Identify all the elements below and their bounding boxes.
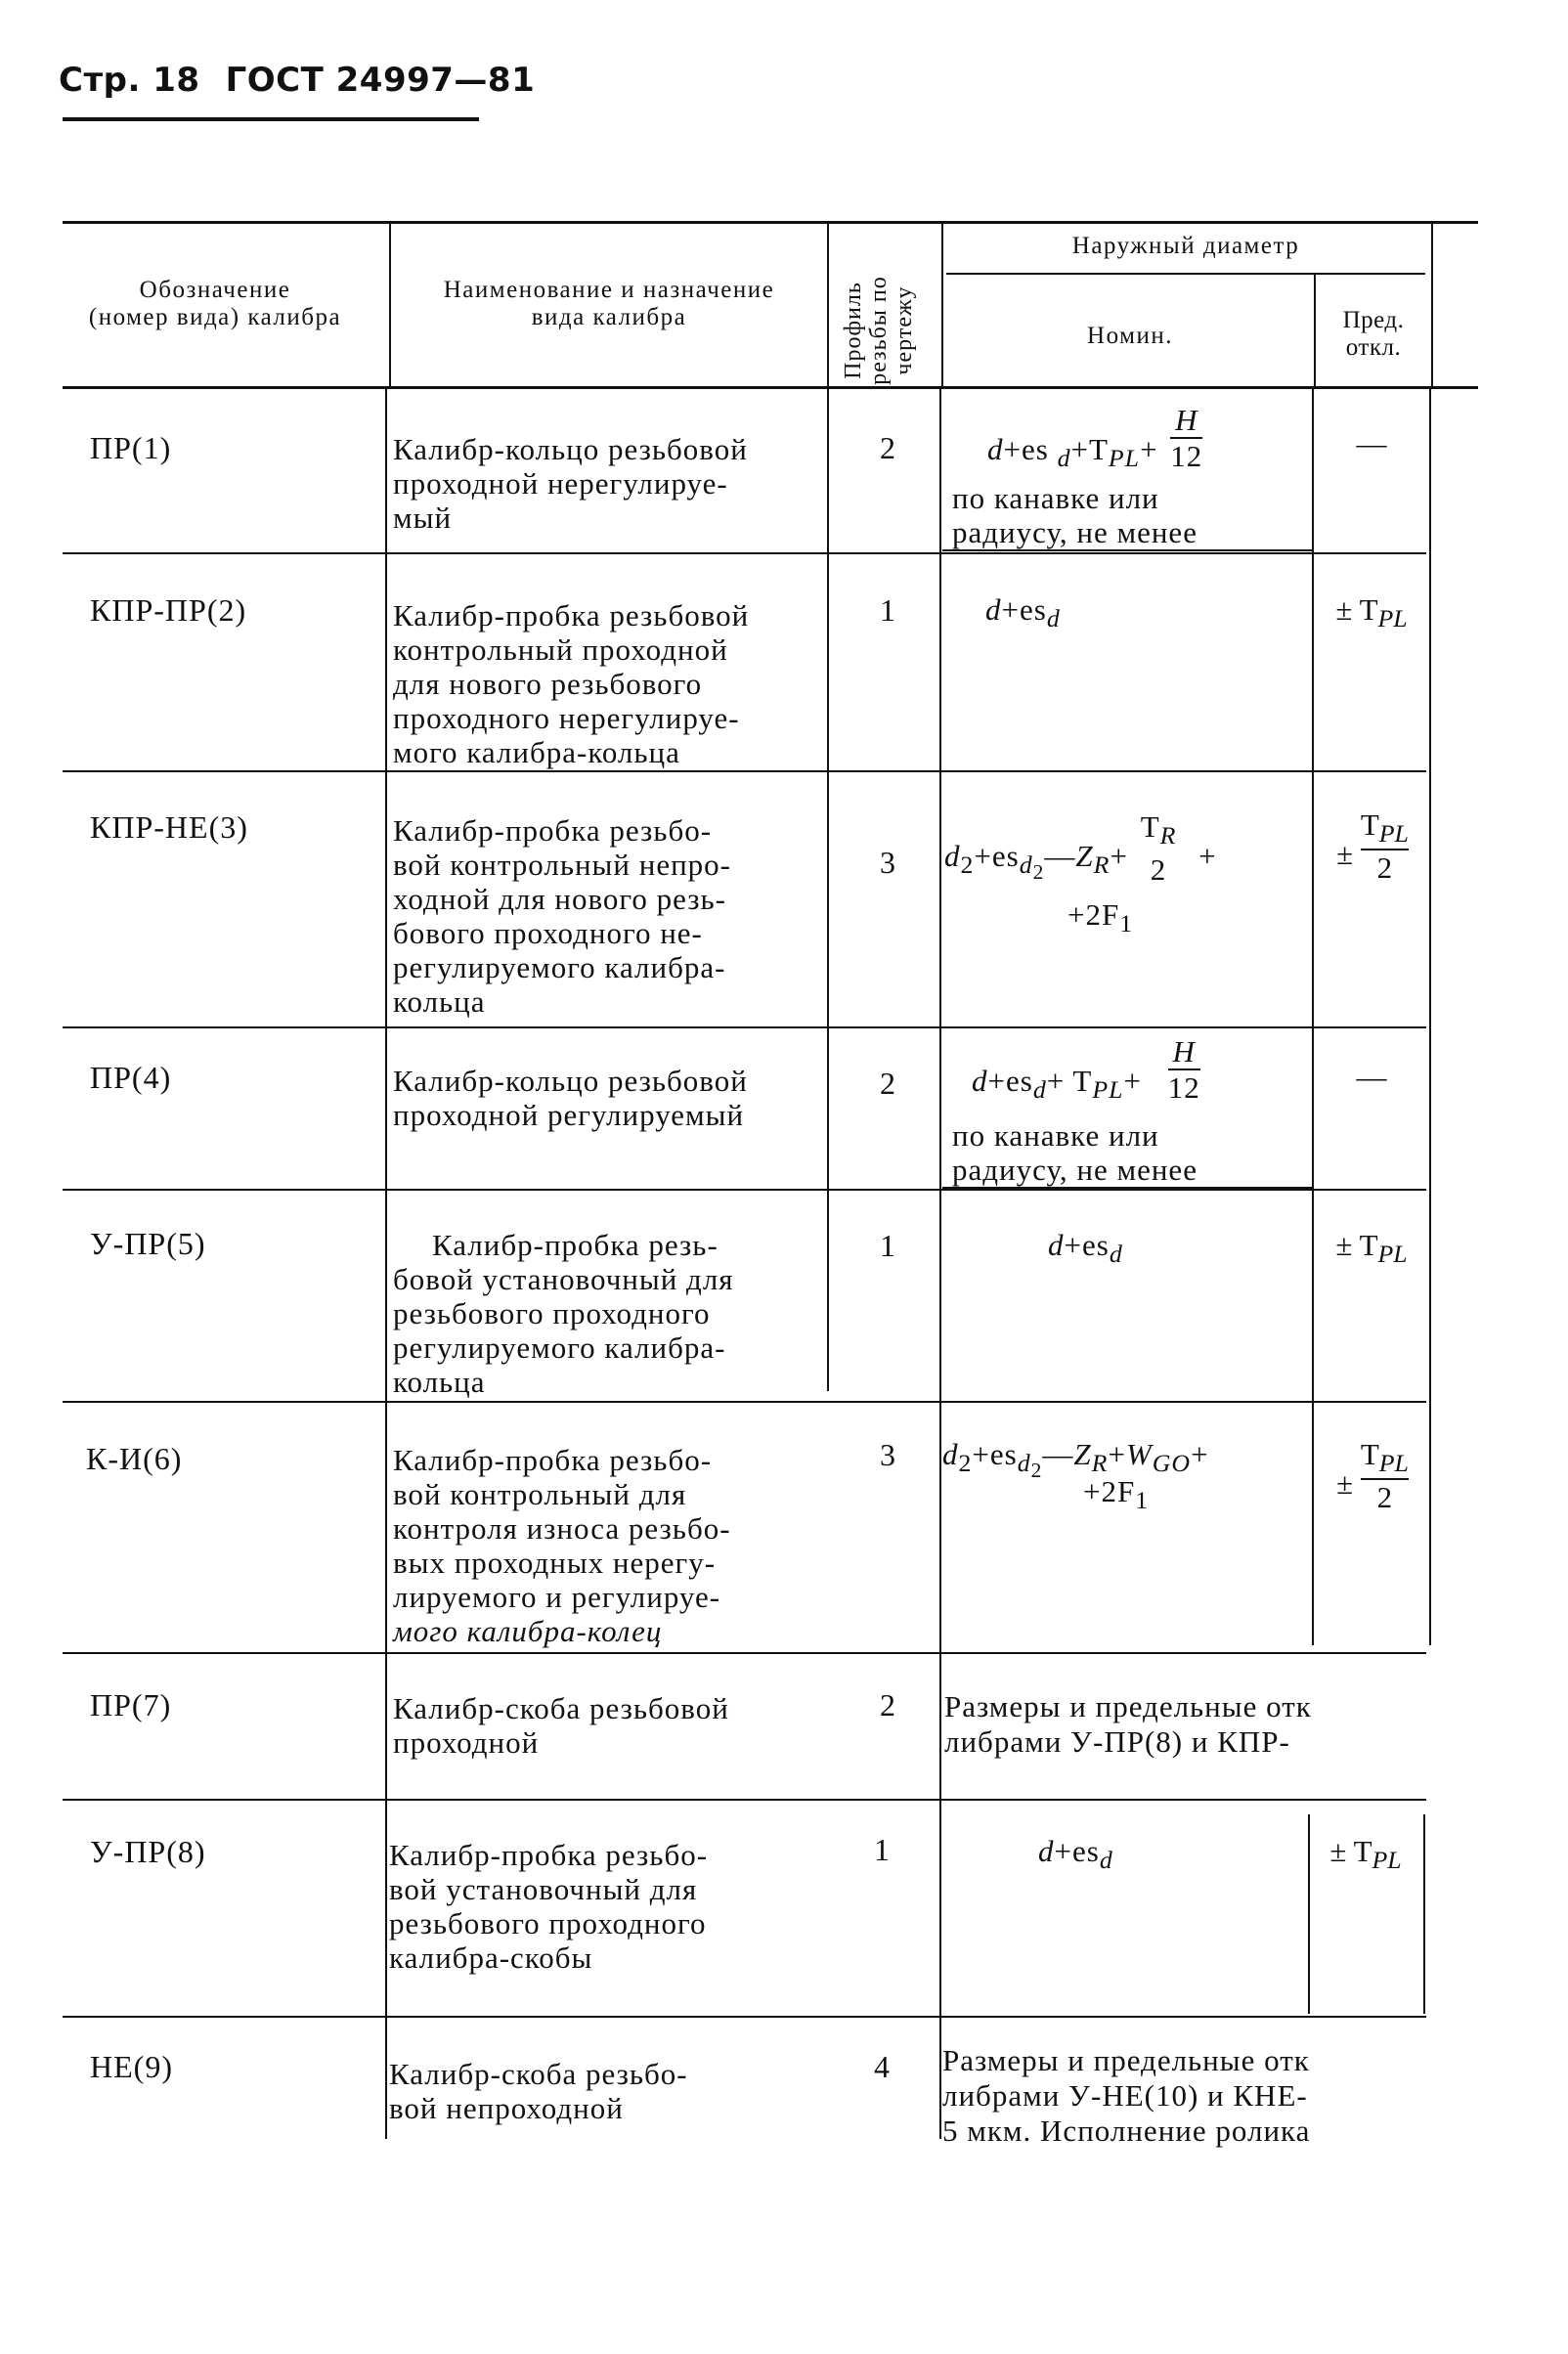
- deviation-cell: ± $T_{PL}$: [1329, 1834, 1402, 1875]
- col-line-5: [1431, 223, 1433, 387]
- designation-cell: КПР-ПР(2): [90, 592, 247, 628]
- col-line-1: [389, 223, 391, 387]
- profile-cell: 1: [880, 1228, 895, 1263]
- nominal-formula: $d_2+es_{d_2}—Z_R+W_{GO}+$: [942, 1437, 1209, 1483]
- body-line-4: [1312, 389, 1314, 1645]
- row-rule-2: [63, 770, 1426, 772]
- deviation-cell: ± $T_{PL}$ 2: [1336, 1437, 1409, 1515]
- table-top-rule: [63, 221, 1478, 224]
- col-header-profile: Профиль резьбы по чертежу: [841, 276, 917, 385]
- body-line-2: [827, 389, 829, 1391]
- deviation-cell: ± $T_{PL}$: [1335, 1228, 1408, 1269]
- profile-cell: 2: [880, 1066, 895, 1101]
- nominal-note: по канавке или радиусу, не менее: [952, 1118, 1198, 1187]
- col-header-outer-diameter: Наружный диаметр: [1071, 233, 1300, 259]
- row-rule-6: [63, 1652, 1426, 1654]
- nominal-formula-cont: $+2F_1$: [1067, 897, 1134, 938]
- profile-cell: 1: [880, 592, 895, 628]
- body-line-1: [385, 389, 387, 2139]
- designation-cell: ПР(1): [90, 430, 172, 465]
- subheader-rule: [946, 273, 1425, 275]
- designation-cell: К-И(6): [86, 1441, 183, 1476]
- profile-cell: 3: [880, 845, 895, 880]
- name-cell: Калибр-пробка резьбо- вой контрольный для контроля износа резьбо- вых проходных нерегу- лируемого и регулируе- мого калибра-колец: [393, 1443, 731, 1648]
- page-header: [59, 61, 535, 100]
- header-rule: [63, 117, 479, 121]
- name-cell: Калибр-пробка резь- бовой установочный для резьбового проходного регулируемого калибра- кольца: [393, 1228, 734, 1399]
- row-rule-7: [63, 1799, 1426, 1801]
- nominal-formula-cont: $+2F_1$: [1083, 1474, 1150, 1515]
- body-line-3: [939, 389, 941, 2139]
- deviation-cell: ± $T_{PL}$: [1335, 592, 1408, 633]
- designation-cell: ПР(4): [90, 1060, 172, 1095]
- col-header-name: Наименование и назначение вида калибра: [443, 277, 775, 330]
- col-header-nominal: Номин.: [1087, 323, 1173, 349]
- row-rule-3: [63, 1026, 1426, 1028]
- row-rule-8: [63, 2016, 1426, 2018]
- nominal-formula: $d+es_d$: [1038, 1834, 1113, 1875]
- body-line-5: [1429, 389, 1431, 1645]
- standard-number: ГОСТ 24997—81: [225, 61, 536, 100]
- span-text: Размеры и предельные отк либрами У-НЕ(10) и КНЕ- 5 мкм. Исполнение ролика: [942, 2043, 1311, 2148]
- profile-cell: 2: [880, 1687, 895, 1722]
- col-line-2: [827, 223, 829, 387]
- designation-cell: КПР-НЕ(3): [90, 809, 248, 845]
- nominal-formula: d+es $_d+T_{PL}+$ $\frac{H}{12}$: [987, 403, 1203, 473]
- nominal-formula: $d+es_d$: [985, 592, 1061, 633]
- nominal-formula: $d+es_d$: [1048, 1228, 1123, 1269]
- name-cell: Калибр-кольцо резьбовой проходной регулируемый: [393, 1064, 748, 1132]
- name-cell: Калибр-пробка резьбовой контрольный проходной для нового резьбового проходного нерегулируе- мого калибра-кольца: [393, 598, 750, 769]
- nominal-formula: $d_2+es_{d_2}—Z_R+$ $T_R$ 2 +: [944, 809, 1217, 888]
- row-rule-4: [63, 1189, 1426, 1191]
- col-line-3: [941, 223, 943, 387]
- row8-right-line: [1423, 1814, 1425, 2014]
- profile-cell: 2: [880, 430, 895, 465]
- nominal-note: по канавке или радиусу, не менее: [952, 481, 1198, 549]
- deviation-cell: —: [1356, 1060, 1387, 1094]
- profile-cell: 3: [880, 1437, 895, 1472]
- nominal-formula: $d+es_d+ T_{PL}+$ $\frac{H}{12}$: [972, 1034, 1200, 1105]
- name-cell: Калибр-скоба резьбо- вой непроходной: [389, 2057, 688, 2125]
- name-cell: Калибр-пробка резьбо- вой контрольный непро- ходной для нового резь- бового проходного не- регулируемого калибра- кольца: [393, 813, 731, 1019]
- deviation-cell: ± $T_{PL}$ 2: [1336, 807, 1409, 886]
- row-rule-5: [63, 1401, 1426, 1403]
- deviation-cell: —: [1356, 426, 1387, 460]
- col-header-designation: Обозначение (номер вида) калибра: [88, 277, 342, 330]
- nominal-underline: [942, 549, 1312, 551]
- designation-cell: У-ПР(8): [90, 1834, 206, 1869]
- nominal-underline: [942, 1187, 1312, 1189]
- name-cell: Калибр-скоба резьбовой проходной: [393, 1691, 729, 1760]
- header-bottom-rule: [63, 386, 1478, 389]
- profile-cell: 1: [874, 1832, 890, 1867]
- designation-cell: НЕ(9): [90, 2049, 173, 2084]
- row-rule-1: [63, 552, 1426, 554]
- span-text: Размеры и предельные отк либрами У-ПР(8) и КПР-: [944, 1689, 1312, 1759]
- profile-cell: 4: [874, 2049, 890, 2084]
- name-cell: Калибр-кольцо резьбовой проходной нерегулируе- мый: [393, 432, 748, 535]
- name-cell: Калибр-пробка резьбо- вой установочный для резьбового проходного калибра-скобы: [389, 1838, 709, 1975]
- designation-cell: У-ПР(5): [90, 1226, 206, 1261]
- page-number: Стр. 18: [59, 61, 200, 100]
- col-header-deviation: Пред. откл.: [1342, 307, 1405, 361]
- designation-cell: ПР(7): [90, 1687, 172, 1722]
